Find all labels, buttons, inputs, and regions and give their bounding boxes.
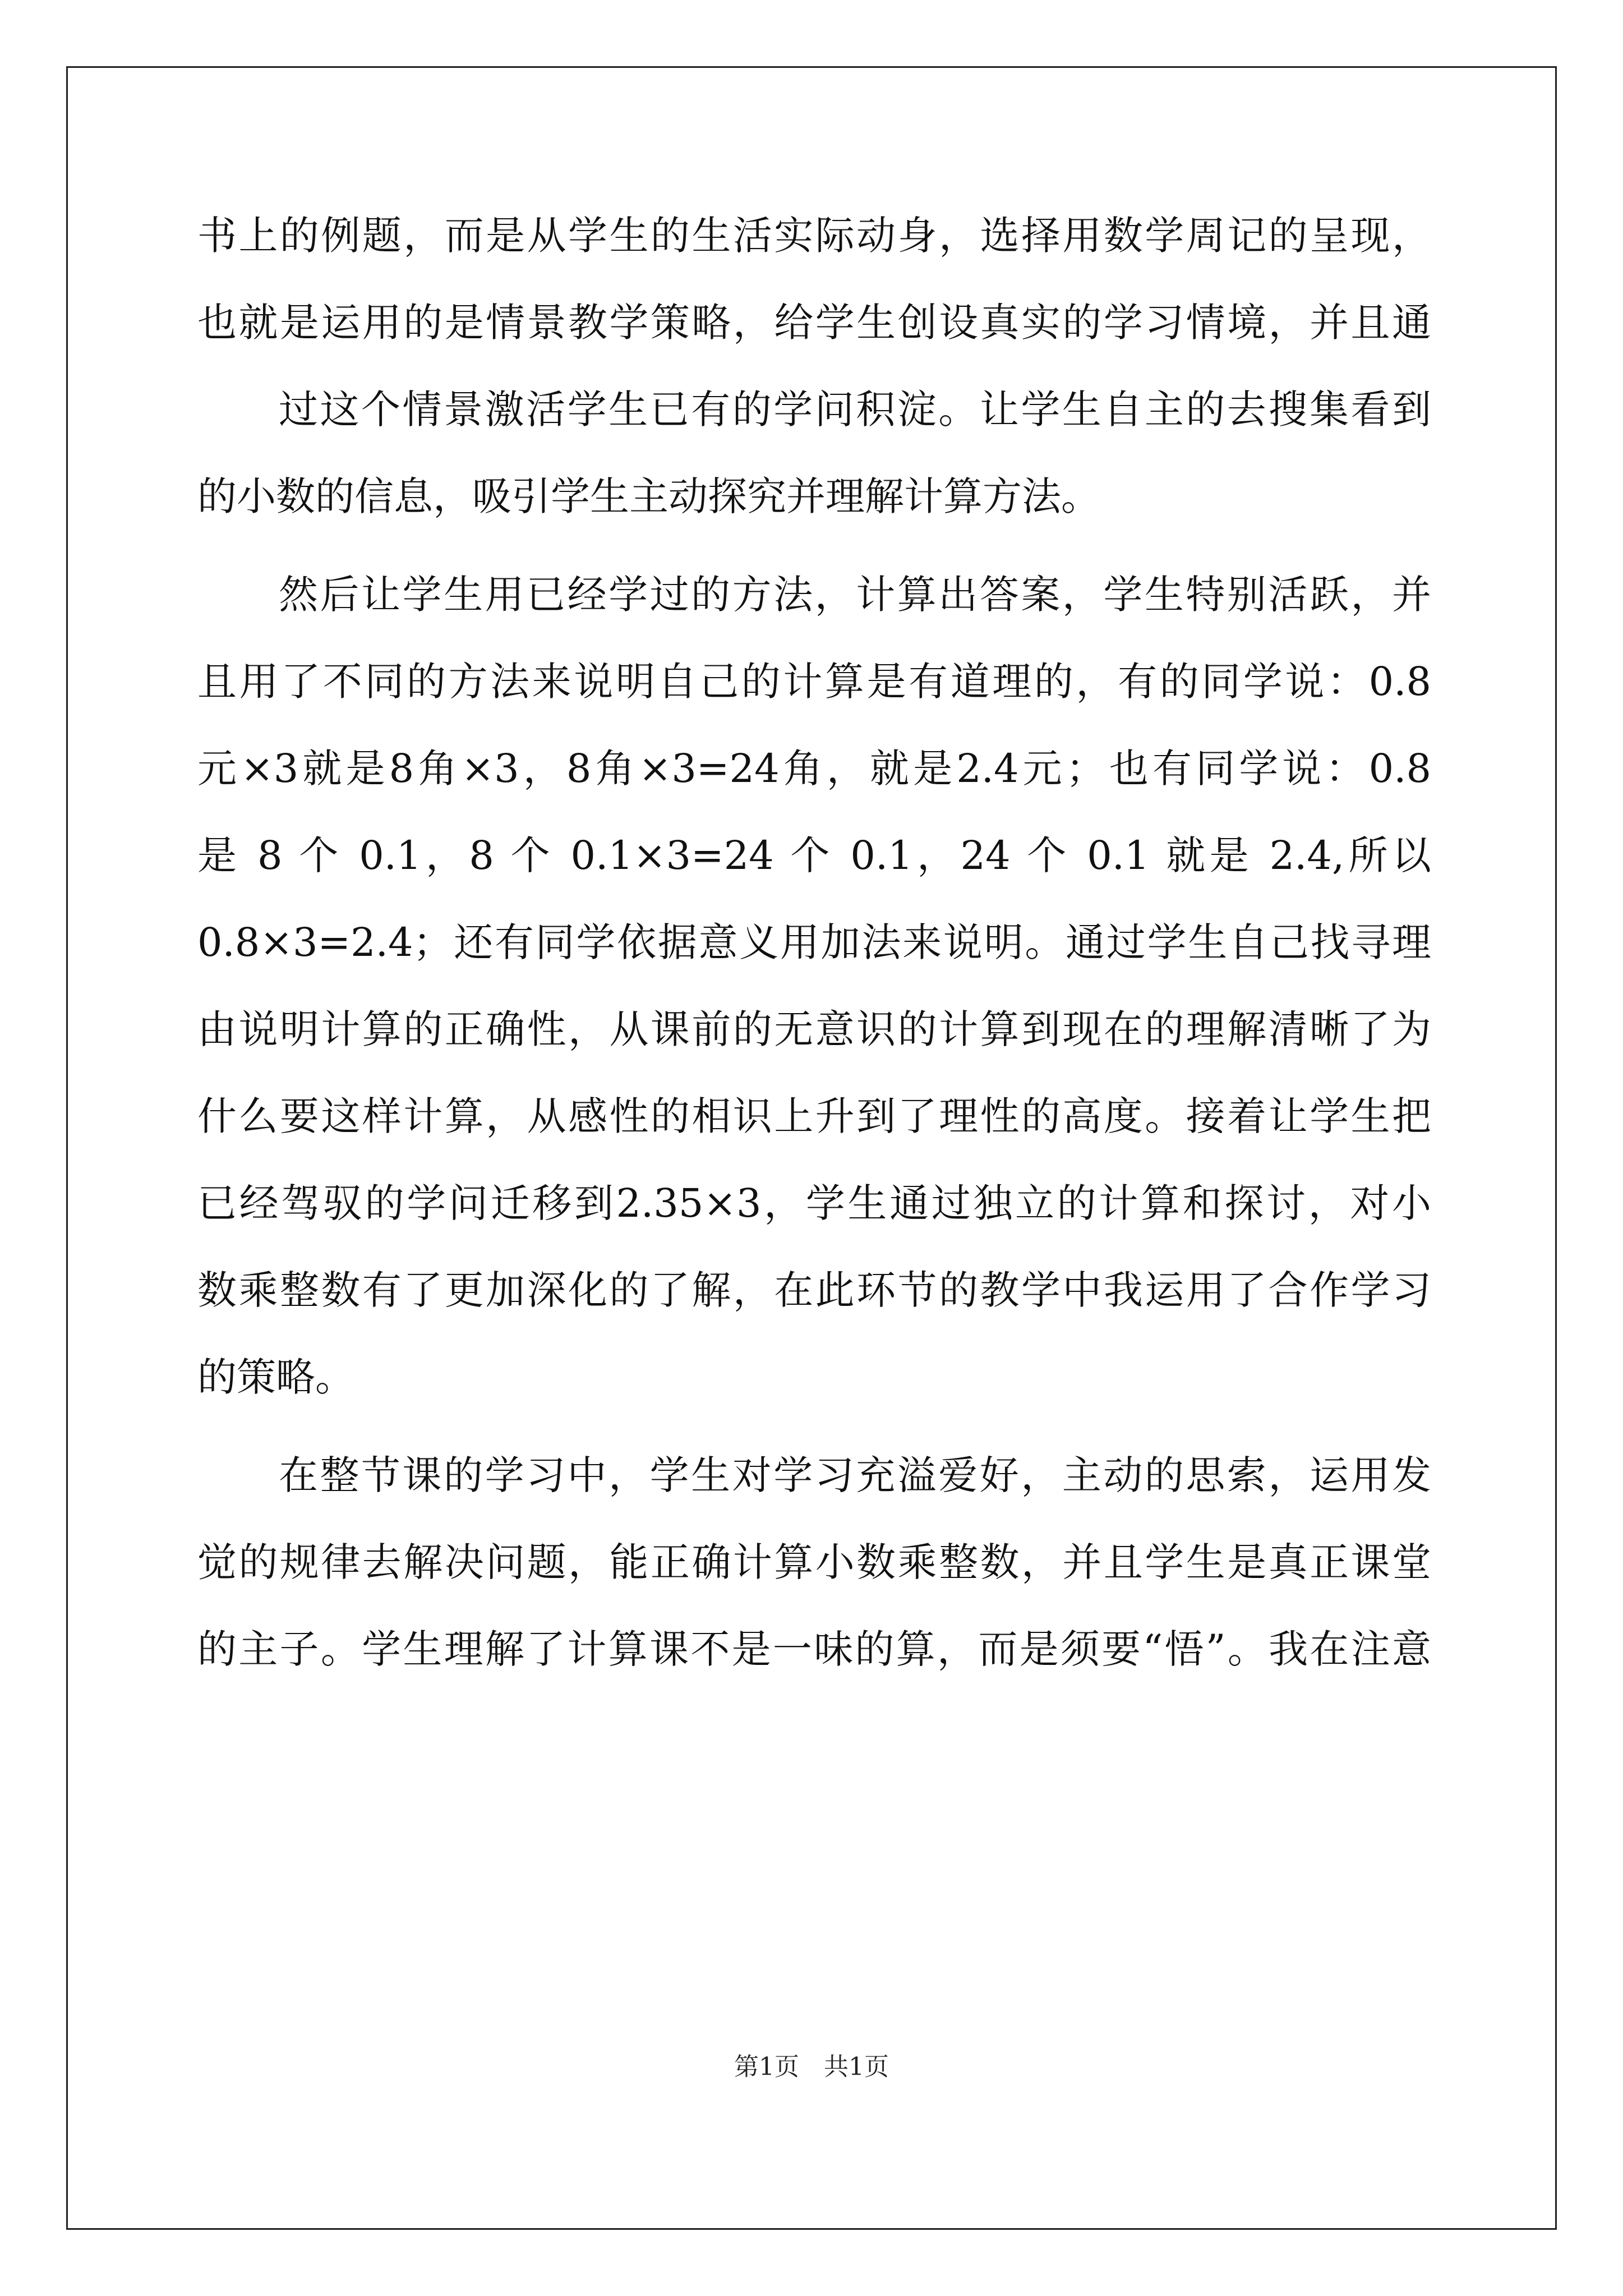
text-line: 0.8×3=2.4；还有同学依据意义用加法来说明。通过学生自己找寻理 — [197, 919, 1431, 965]
text-line: 过这个情景激活学生已有的学问积淀。让学生自主的去搜集看到 — [279, 386, 1431, 432]
text-line: 由说明计算的正确性，从课前的无意识的计算到现在的理解清晰了为 — [197, 1006, 1431, 1052]
text-line: 数乘整数有了更加深化的了解，在此环节的教学中我运用了合作学习 — [197, 1267, 1431, 1313]
text-line: 也就是运用的是情景教学策略，给学生创设真实的学习情境，并且通 — [197, 300, 1431, 346]
text-line: 元×3就是8角×3，8角×3=24角，就是2.4元；也有同学说：0.8 — [197, 746, 1431, 792]
text-line: 在整节课的学习中，学生对学习充溢爱好，主动的思索，运用发 — [279, 1452, 1431, 1498]
text-line: 是 8 个 0.1，8 个 0.1×3=24 个 0.1，24 个 0.1 就是 2.4,所以 — [197, 832, 1431, 878]
text-line: 然后让学生用已经学过的方法，计算出答案，学生特别活跃，并 — [279, 572, 1431, 618]
page-number-footer: 第1页 共1页 — [734, 2053, 889, 2081]
text-line: 觉的规律去解决问题，能正确计算小数乘整数，并且学生是真正课堂 — [197, 1539, 1431, 1585]
text-line: 什么要这样计算，从感性的相识上升到了理性的高度。接着让学生把 — [197, 1093, 1431, 1139]
text-line: 书上的例题，而是从学生的生活实际动身，选择用数学周记的呈现， — [197, 213, 1431, 259]
text-line: 的小数的信息，吸引学生主动探究并理解计算方法。 — [197, 473, 1100, 519]
text-line: 已经驾驭的学问迁移到2.35×3，学生通过独立的计算和探讨，对小 — [197, 1180, 1431, 1226]
text-line: 且用了不同的方法来说明自己的计算是有道理的，有的同学说：0.8 — [197, 659, 1431, 705]
text-line: 的主子。学生理解了计算课不是一味的算，而是须要“悟”。我在注意 — [197, 1626, 1431, 1672]
text-line: 的策略。 — [197, 1354, 354, 1400]
